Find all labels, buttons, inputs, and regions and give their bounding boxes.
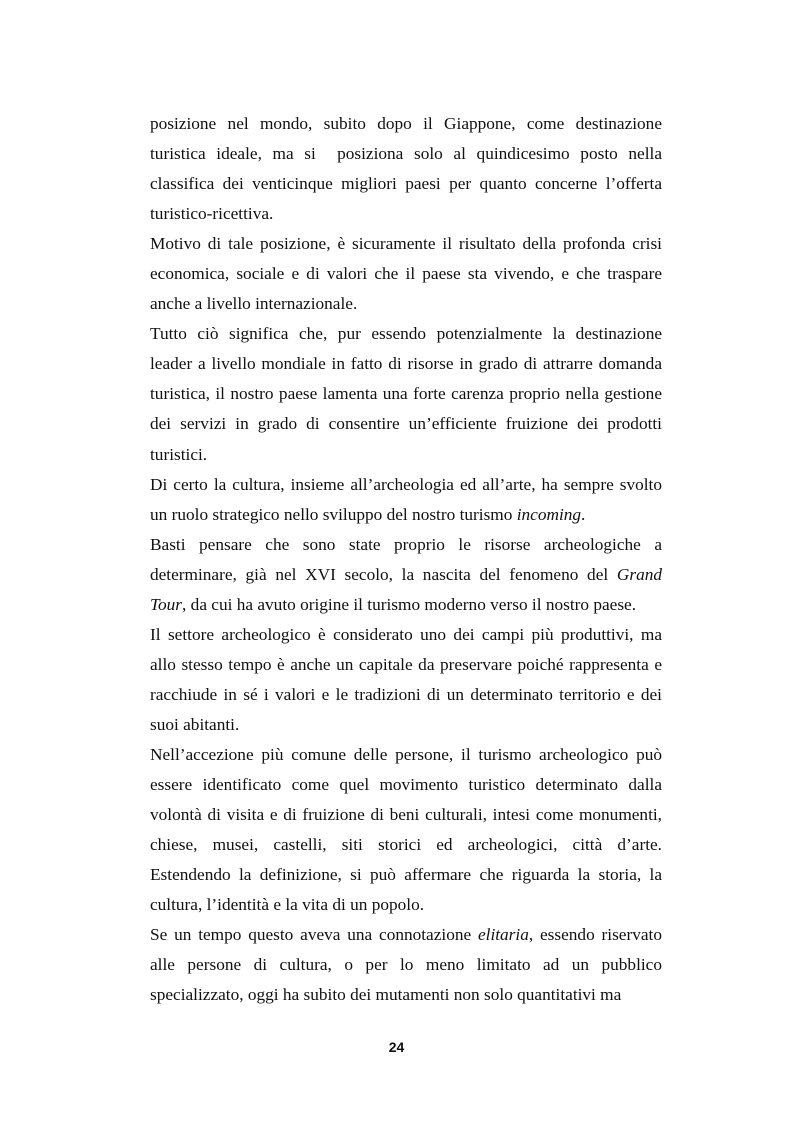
- line-text: un ruolo strategico nello sviluppo del nostro turismo: [150, 504, 517, 524]
- text-line: [150, 890, 662, 920]
- line-text: alle persone di cultura, o per lo meno limitato ad un pubblico: [150, 955, 662, 975]
- line-text-after: , da cui ha avuto origine il turismo moderno verso il nostro paese.: [182, 594, 637, 614]
- line-text: essere identificato come quel movimento turistico determinato dalla: [150, 775, 662, 795]
- line-text: turistici.: [150, 444, 208, 464]
- line-text: posizione nel mondo, subito dopo il Giappone, come destinazione: [150, 114, 662, 133]
- text-line: [150, 409, 662, 439]
- line-text: turistico-ricettiva.: [150, 204, 274, 224]
- text-line: [150, 500, 662, 530]
- text-line: [150, 590, 662, 620]
- line-text: chiese, musei, castelli, siti storici ed archeologici, città d’arte.: [150, 835, 662, 855]
- text-line: [150, 349, 662, 379]
- line-text: Estendendo la definizione, si può affermare che riguarda la storia, la: [150, 865, 662, 885]
- text-line: [150, 680, 662, 710]
- text-line: [150, 259, 662, 289]
- text-line: [150, 229, 662, 259]
- line-text: cultura, l’identità e la vita di un popolo.: [150, 895, 425, 915]
- line-text: Nell’accezione più comune delle persone, il turismo archeologico può: [150, 744, 662, 764]
- italic-term: Tour: [150, 594, 183, 614]
- line-text-after: , essendo riservato: [528, 925, 662, 945]
- text-line: [150, 470, 662, 500]
- text-line: [150, 379, 662, 409]
- line-text-after: .: [581, 504, 586, 524]
- line-text: anche a livello internazionale.: [150, 294, 358, 314]
- line-text: determinare, già nel XVI secolo, la nascita del fenomeno del: [150, 564, 617, 584]
- line-text: Il settore archeologico è considerato uno dei campi più produttivi, ma: [150, 624, 662, 644]
- body-text: [150, 109, 662, 1010]
- line-text: dei servizi in grado di consentire un’efficiente fruizione dei prodotti: [150, 414, 662, 434]
- text-line: [150, 319, 662, 349]
- page-number: 24: [388, 1039, 405, 1055]
- line-text: turistica ideale, ma si posiziona solo al quindicesimo posto nella: [150, 144, 662, 164]
- text-line: [150, 860, 662, 890]
- text-line: [150, 920, 662, 950]
- line-text: Basti pensare che sono state proprio le risorse archeologiche a: [150, 534, 662, 554]
- text-line: [150, 620, 662, 650]
- text-line: [150, 710, 662, 740]
- line-text: Se un tempo questo aveva una connotazione: [150, 925, 478, 945]
- line-text: specializzato, oggi ha subito dei mutamenti non solo quantitativi ma: [150, 985, 622, 1005]
- line-text: suoi abitanti.: [150, 714, 240, 734]
- italic-term: elitaria: [477, 925, 529, 945]
- line-text: classifica dei venticinque migliori paesi per quanto concerne l’offerta: [150, 174, 662, 194]
- line-text: allo stesso tempo è anche un capitale da preservare poiché rappresenta e: [150, 654, 662, 674]
- line-text: Tutto ciò significa che, pur essendo potenzialmente la destinazione: [150, 324, 662, 344]
- line-text: Motivo di tale posizione, è sicuramente il risultato della profonda crisi: [150, 234, 662, 254]
- text-line: [150, 770, 662, 800]
- text-line: [150, 950, 662, 980]
- line-text: racchiude in sé i valori e le tradizioni di un determinato territorio e dei: [150, 684, 662, 704]
- text-line: [150, 289, 662, 319]
- text-line: [150, 800, 662, 830]
- text-line: [150, 980, 662, 1010]
- text-line: [150, 109, 662, 139]
- line-text: volontà di visita e di fruizione di beni culturali, intesi come monumenti,: [150, 805, 662, 825]
- line-text: economica, sociale e di valori che il paese sta vivendo, e che traspare: [150, 264, 662, 284]
- text-line: [150, 199, 662, 229]
- text-line: [150, 560, 662, 590]
- text-line: [150, 830, 662, 860]
- text-line: [150, 740, 662, 770]
- text-line: [150, 440, 662, 470]
- line-text: turistica, il nostro paese lamenta una forte carenza proprio nella gestione: [150, 384, 662, 404]
- line-text: Di certo la cultura, insieme all’archeologia ed all’arte, ha sempre svolto: [150, 474, 662, 494]
- line-text: leader a livello mondiale in fatto di risorse in grado di attrarre domanda: [150, 354, 662, 374]
- italic-term: Grand: [616, 564, 662, 584]
- text-line: [150, 650, 662, 680]
- italic-term: incoming: [516, 504, 582, 524]
- text-line: [150, 530, 662, 560]
- text-line: [150, 139, 662, 169]
- text-line: [150, 169, 662, 199]
